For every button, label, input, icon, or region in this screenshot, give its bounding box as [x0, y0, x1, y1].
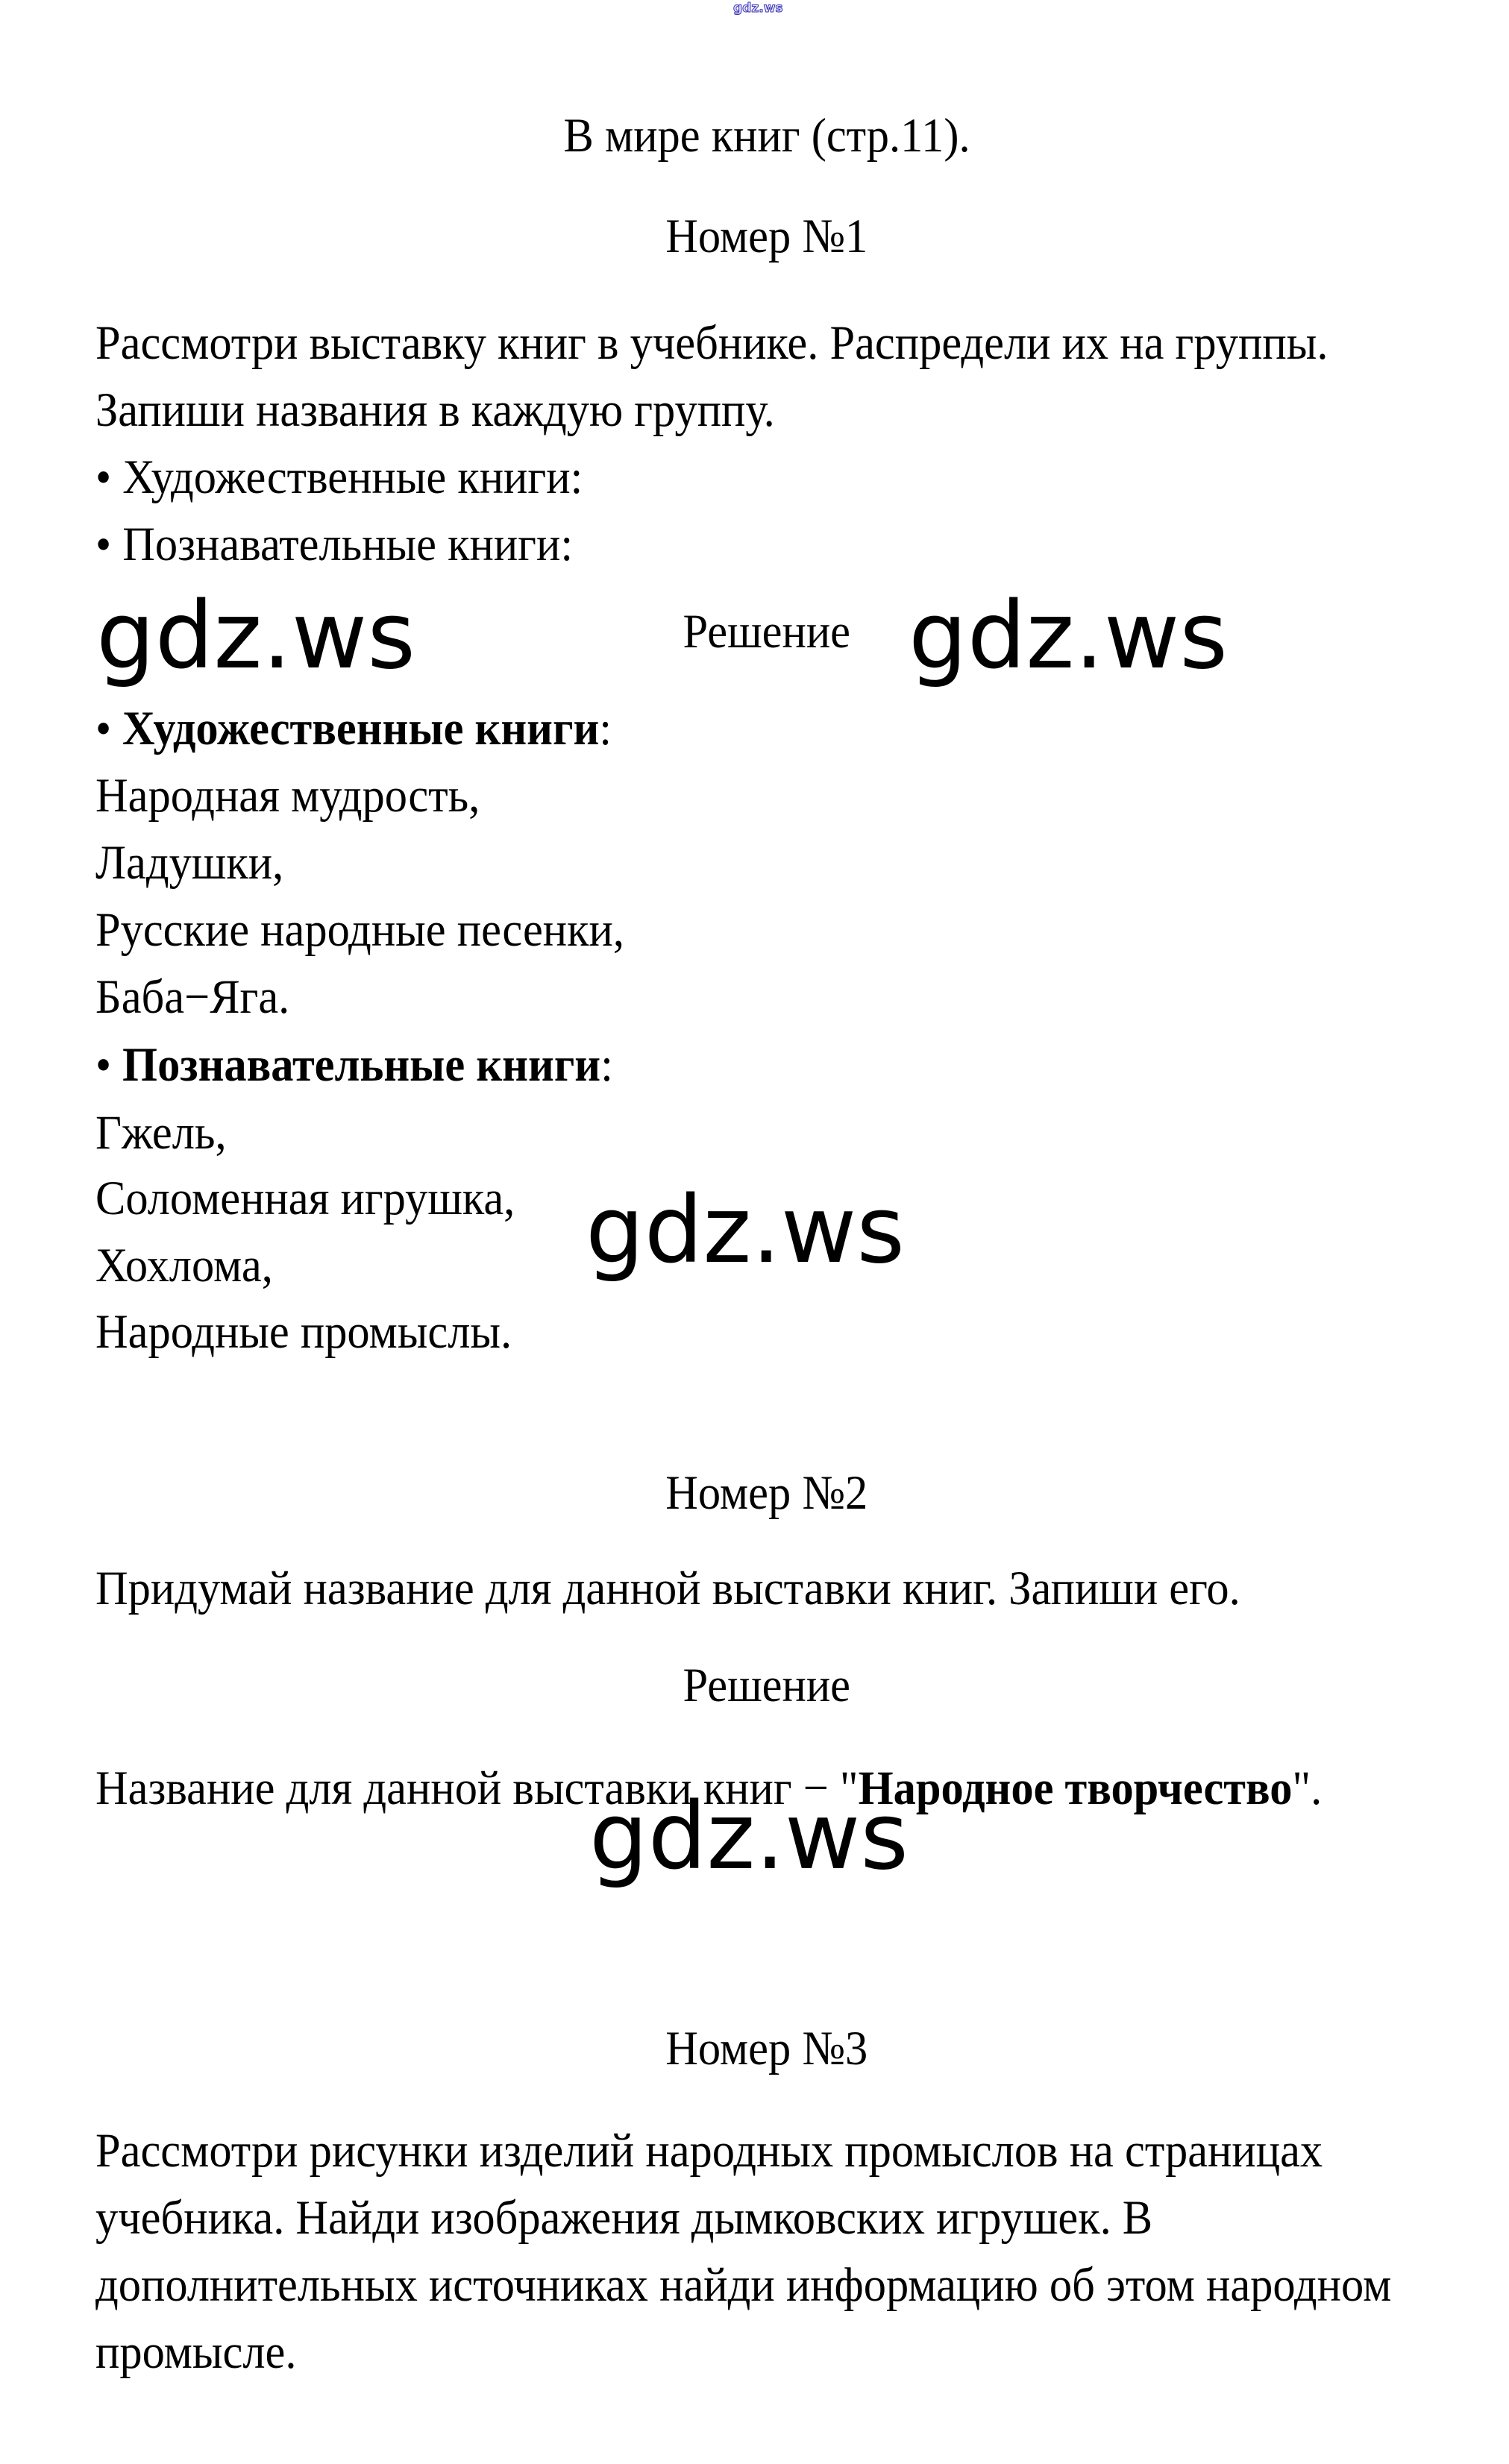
task1-solution-label: Решение — [683, 605, 851, 659]
group2-title: Познавательные книги — [122, 1038, 601, 1092]
answer-prefix: Название для данной выставки книг − " — [95, 1761, 859, 1815]
task1-group2-item: Хохлома, — [95, 1239, 273, 1292]
site-watermark-large: gdz.ws — [586, 1177, 905, 1284]
group1-title: Художественные книги — [122, 702, 600, 755]
task3-question-line: дополнительных источниках найди информацию об этом народном — [95, 2258, 1392, 2312]
task3-question-line: промысле. — [95, 2325, 297, 2379]
task2-question: Придумай название для данной выставки книг. Запиши его. — [95, 1562, 1240, 1615]
task1-group2-header — [95, 1038, 652, 1092]
site-watermark-large: gdz.ws — [589, 1783, 909, 1891]
task1-group1-item: Баба−Яга. — [95, 970, 290, 1024]
answer-title: Народное творчество — [858, 1761, 1293, 1815]
site-watermark-small: gdz.ws — [733, 1, 783, 16]
task1-group2-item: Гжель, — [95, 1106, 227, 1160]
task1-question-line: Запиши названия в каждую группу. — [95, 383, 775, 437]
task1-question-line: • Познавательные книги: — [95, 518, 574, 571]
site-watermark-large: gdz.ws — [909, 582, 1228, 690]
task1-group1-header — [95, 702, 650, 755]
task1-question-line: • Художественные книги: — [95, 450, 583, 504]
task1-group1-item: Ладушки, — [95, 836, 284, 890]
group2-colon: : — [600, 1038, 613, 1092]
task1-group2-item: Соломенная игрушка, — [95, 1172, 515, 1225]
task1-group1-item: Русские народные песенки, — [95, 903, 624, 957]
task3-question-line: Рассмотри рисунки изделий народных промыслов на страницах — [95, 2124, 1323, 2178]
task1-group1-item: Народная мудрость, — [95, 769, 480, 823]
bullet-marker: • — [95, 1038, 112, 1092]
task2-solution-label: Решение — [683, 1659, 851, 1712]
site-watermark-large: gdz.ws — [96, 582, 415, 690]
page-title: В мире книг (стр.11). — [563, 109, 970, 163]
task1-heading: Номер №1 — [665, 210, 868, 263]
answer-suffix: ". — [1292, 1761, 1323, 1815]
task3-question-line: учебника. Найди изображения дымковских игрушек. В — [95, 2191, 1153, 2245]
bullet-marker: • — [95, 702, 112, 755]
task3-heading: Номер №3 — [665, 2022, 868, 2075]
task2-heading: Номер №2 — [665, 1466, 868, 1520]
task1-question-line: Рассмотри выставку книг в учебнике. Распредели их на группы. — [95, 316, 1328, 370]
task1-group2-item: Народные промыслы. — [95, 1305, 512, 1359]
group1-colon: : — [599, 702, 612, 755]
